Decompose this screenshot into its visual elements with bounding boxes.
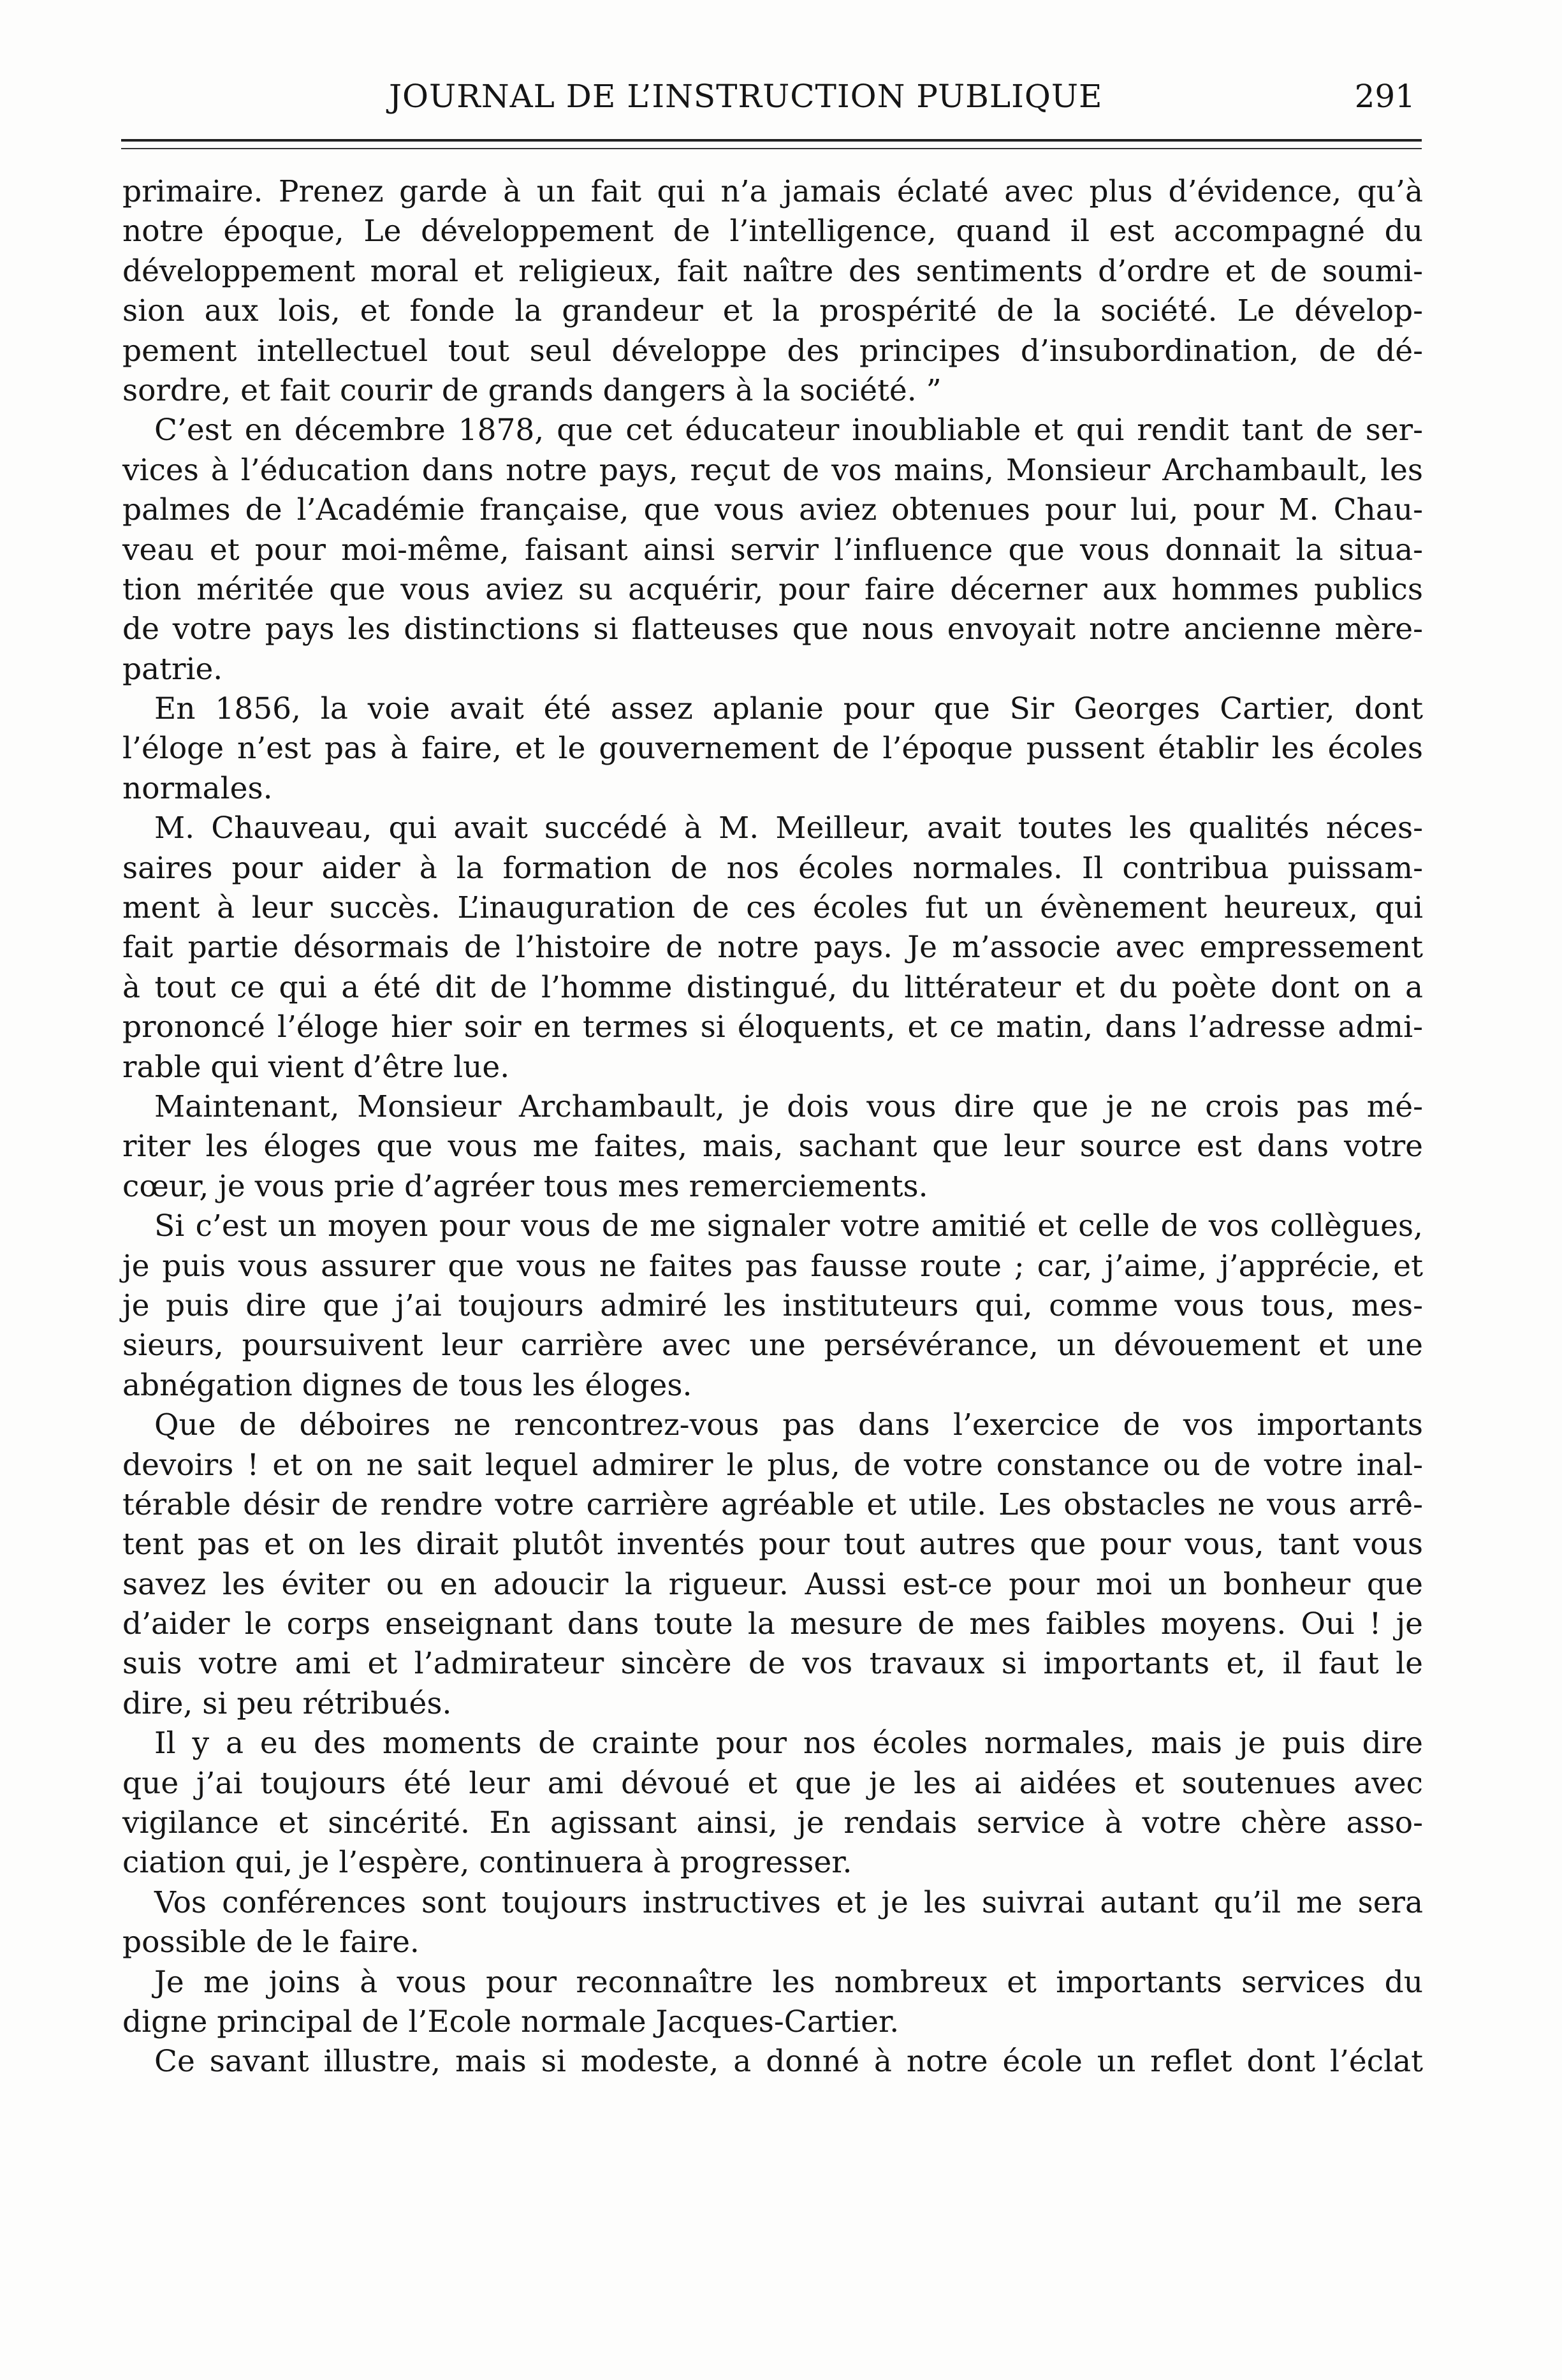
text-line: fait partie désormais de l’histoire de notre pays. Je m’associe avec empressement <box>122 930 1423 966</box>
page-header <box>121 70 1422 121</box>
text-line: tent pas et on les dirait plutôt inventés pour tout autres que pour vous, tant vous <box>122 1527 1423 1562</box>
text-line: C’est en décembre 1878, que cet éducateur inoubliable et qui rendit tant de ser- <box>154 413 1423 448</box>
text-line: je puis dire que j’ai toujours admiré les instituteurs qui, comme vous tous, mes- <box>122 1288 1423 1323</box>
text-line: de votre pays les distinctions si flatteuses que nous envoyait notre ancienne mère- <box>122 612 1423 647</box>
text-line: patrie. <box>122 651 223 687</box>
text-line: prononcé l’éloge hier soir en termes si éloquents, et ce matin, dans l’adresse admi- <box>122 1010 1423 1045</box>
text-line: cœur, je vous prie d’agréer tous mes remerciements. <box>122 1168 928 1204</box>
text-line: abnégation dignes de tous les éloges. <box>122 1367 692 1403</box>
text-line: que j’ai toujours été leur ami dévoué et que je les ai aidées et soutenues avec <box>122 1765 1423 1801</box>
text-line: digne principal de l’Ecole normale Jacques-Cartier. <box>122 2004 900 2039</box>
text-line: primaire. Prenez garde à un fait qui n’a jamais éclaté avec plus d’évidence, qu’à <box>122 174 1423 209</box>
text-line: sordre, et fait courir de grands dangers à la société. ” <box>122 372 942 408</box>
text-line: pement intellectuel tout seul développe des principes d’insubordination, de dé- <box>122 333 1423 369</box>
text-line: riter les éloges que vous me faites, mais, sachant que leur source est dans votre <box>122 1129 1423 1164</box>
text-line: Ce savant illustre, mais si modeste, a donné à notre école un reflet dont l’éclat <box>154 2044 1423 2080</box>
text-line: Il y a eu des moments de crainte pour nos écoles normales, mais je puis dire <box>154 1726 1423 1761</box>
text-line: En 1856, la voie avait été assez aplanie pour que Sir Georges Cartier, dont <box>154 691 1423 727</box>
text-line: veau et pour moi-même, faisant ainsi servir l’influence que vous donnait la situa- <box>122 532 1423 568</box>
body-text <box>122 172 1423 2082</box>
text-line: sion aux lois, et fonde la grandeur et la prospérité de la société. Le dévelop- <box>122 293 1423 329</box>
text-line: notre époque, Le développement de l’intelligence, quand il est accompagné du <box>122 214 1423 249</box>
text-line: palmes de l’Académie française, que vous aviez obtenues pour lui, pour M. Chau- <box>122 492 1423 528</box>
text-line: Maintenant, Monsieur Archambault, je dois vous dire que je ne crois pas mé- <box>154 1089 1423 1124</box>
text-line: Vos conférences sont toujours instructives et je les suivrai autant qu’il me sera <box>154 1884 1423 1920</box>
text-line: vigilance et sincérité. En agissant ainsi, je rendais service à votre chère asso- <box>122 1805 1423 1841</box>
text-line: possible de le faire. <box>122 1925 420 1960</box>
text-line: térable désir de rendre votre carrière agréable et utile. Les obstacles ne vous arrê- <box>122 1487 1423 1522</box>
text-line: savez les éviter ou en adoucir la rigueur. Aussi est-ce pour moi un bonheur que <box>122 1566 1423 1602</box>
text-line: à tout ce qui a été dit de l’homme distingué, du littérateur et du poète dont on a <box>122 969 1423 1005</box>
text-line: sieurs, poursuivent leur carrière avec une persévérance, un dévouement et une <box>122 1328 1423 1363</box>
text-line: développement moral et religieux, fait naître des sentiments d’ordre et de soumi- <box>122 253 1423 289</box>
text-line: vices à l’éducation dans notre pays, reçut de vos mains, Monsieur Archambault, les <box>122 452 1423 488</box>
header-rule-thick <box>121 139 1422 142</box>
text-line: rable qui vient d’être lue. <box>122 1049 510 1085</box>
text-line: Que de déboires ne rencontrez-vous pas dans l’exercice de vos importants <box>154 1407 1423 1443</box>
text-line: dire, si peu rétribués. <box>122 1686 452 1721</box>
text-line: je puis vous assurer que vous ne faites pas fausse route ; car, j’aime, j’apprécie, et <box>122 1248 1423 1284</box>
text-line: devoirs ! et on ne sait lequel admirer le plus, de votre constance ou de votre inal- <box>122 1447 1423 1483</box>
text-line: normales. <box>122 770 273 806</box>
running-title: JOURNAL DE L’INSTRUCTION PUBLIQUE <box>389 78 1103 115</box>
text-line: ciation qui, je l’espère, continuera à progresser. <box>122 1845 852 1881</box>
text-line: d’aider le corps enseignant dans toute la mesure de mes faibles moyens. Oui ! je <box>122 1606 1423 1642</box>
text-line: suis votre ami et l’admirateur sincère de vos travaux si importants et, il faut le <box>122 1646 1423 1682</box>
text-line: tion méritée que vous aviez su acquérir, pour faire décerner aux hommes publics <box>122 571 1423 607</box>
header-rule-thin <box>121 148 1422 149</box>
page-number: 291 <box>1354 78 1415 115</box>
text-line: ment à leur succès. L’inauguration de ces écoles fut un évènement heureux, qui <box>122 890 1423 926</box>
text-line: M. Chauveau, qui avait succédé à M. Meilleur, avait toutes les qualités néces- <box>154 811 1423 846</box>
text-line: Je me joins à vous pour reconnaître les nombreux et importants services du <box>154 1964 1423 2000</box>
text-line: Si c’est un moyen pour vous de me signaler votre amitié et celle de vos collègues, <box>154 1208 1423 1244</box>
text-line: l’éloge n’est pas à faire, et le gouvernement de l’époque pussent établir les écoles <box>122 731 1423 767</box>
text-line: saires pour aider à la formation de nos écoles normales. Il contribua puissam- <box>122 850 1423 886</box>
